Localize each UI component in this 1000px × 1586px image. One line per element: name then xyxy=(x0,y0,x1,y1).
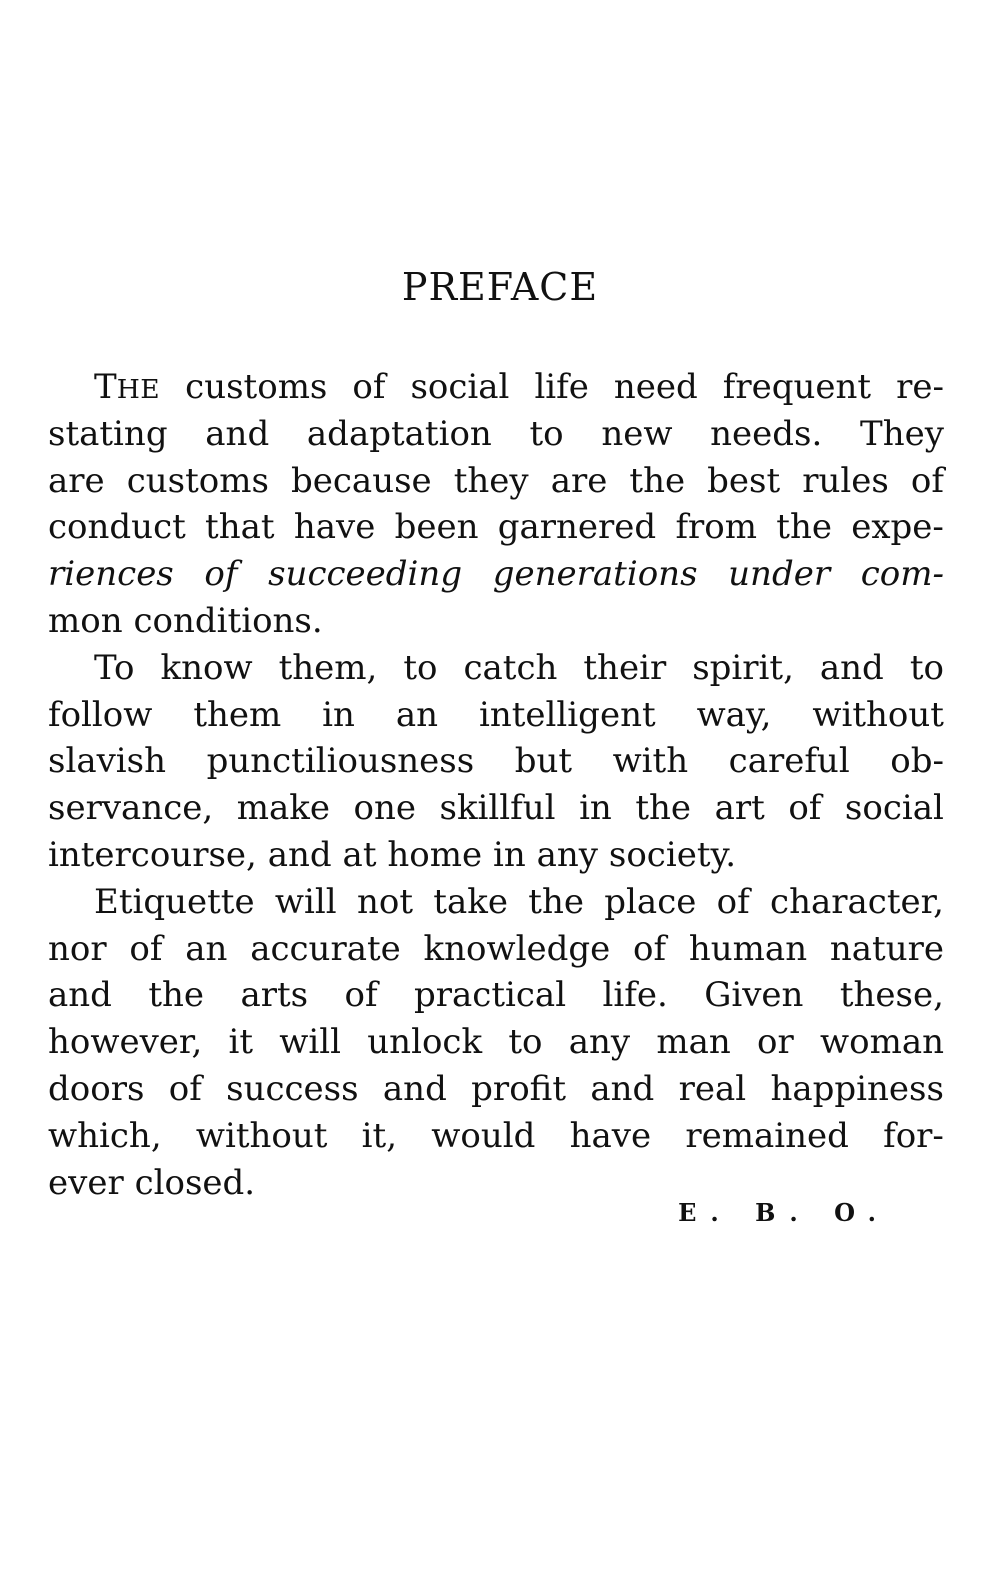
text-line xyxy=(48,504,944,551)
page-title: PREFACE xyxy=(401,265,599,309)
word: not xyxy=(356,881,413,922)
word: accurate xyxy=(250,928,401,969)
word: real xyxy=(678,1068,747,1109)
word: will xyxy=(274,881,337,922)
text-line xyxy=(48,972,944,1019)
word: and xyxy=(819,647,884,688)
word: the xyxy=(635,788,692,829)
word: life xyxy=(534,367,589,407)
word: would xyxy=(431,1115,536,1156)
word: place xyxy=(604,881,697,922)
word: of xyxy=(129,928,163,969)
word: unlock xyxy=(367,1022,483,1063)
word: new xyxy=(601,413,673,454)
word: They xyxy=(860,413,944,454)
lead-word: THE xyxy=(94,367,161,407)
word: to xyxy=(508,1022,543,1063)
word: needs. xyxy=(710,413,823,454)
word: arts xyxy=(240,975,309,1016)
word: will xyxy=(279,1022,342,1063)
word: re- xyxy=(896,367,944,407)
word: to xyxy=(909,647,944,688)
word: remained xyxy=(685,1115,849,1156)
word: human xyxy=(688,928,808,969)
word: ever xyxy=(48,1162,124,1203)
word: them, xyxy=(278,647,378,688)
word: these, xyxy=(839,975,944,1016)
word: and xyxy=(267,834,332,875)
word: mon xyxy=(48,600,123,641)
text-line xyxy=(48,879,944,926)
word: the xyxy=(528,881,584,922)
preface-body xyxy=(48,364,944,1206)
word: doors xyxy=(48,1068,145,1109)
text-line xyxy=(48,926,944,973)
author-initials: E. B. O. xyxy=(678,1198,890,1227)
word: their xyxy=(583,647,667,688)
text-line xyxy=(48,738,944,785)
word: frequent xyxy=(722,367,872,407)
word: Etiquette xyxy=(94,881,255,922)
word: happiness xyxy=(770,1068,944,1109)
word: servance, xyxy=(48,788,214,829)
text-line xyxy=(48,832,944,879)
word: of xyxy=(910,460,944,501)
word: social xyxy=(844,788,944,829)
word: one xyxy=(353,788,416,829)
text-line xyxy=(48,598,944,645)
text-line xyxy=(48,785,944,832)
word: in xyxy=(579,788,612,829)
word: an xyxy=(395,694,439,735)
text-line xyxy=(48,645,944,692)
word: of xyxy=(352,367,386,407)
text-line xyxy=(48,551,944,598)
word: life. xyxy=(602,975,668,1016)
word: any xyxy=(536,834,599,875)
word: of xyxy=(168,1068,202,1109)
word: because xyxy=(291,460,432,501)
word: art xyxy=(714,788,765,829)
word: and xyxy=(590,1068,655,1109)
word: the xyxy=(629,460,686,501)
word: home xyxy=(387,834,483,875)
word: success xyxy=(226,1068,359,1109)
word: or xyxy=(757,1022,794,1063)
word: follow xyxy=(48,694,153,735)
word: stating xyxy=(48,413,168,454)
word: intelligent xyxy=(479,694,656,735)
word: society. xyxy=(608,834,737,875)
italic-word: com- xyxy=(860,554,944,595)
word: any xyxy=(568,1022,631,1063)
word: need xyxy=(613,367,698,407)
text-line xyxy=(48,692,944,739)
word: it xyxy=(228,1022,254,1063)
word: intercourse, xyxy=(48,834,257,875)
word: woman xyxy=(820,1022,944,1063)
word: it, xyxy=(361,1115,398,1156)
word: way, xyxy=(696,694,772,735)
word: and xyxy=(382,1068,447,1109)
word: take xyxy=(433,881,508,922)
word: that xyxy=(205,507,275,548)
word: are xyxy=(550,460,608,501)
word: social xyxy=(410,367,510,407)
word: have xyxy=(569,1115,652,1156)
text-line xyxy=(48,1066,944,1113)
word: the xyxy=(776,507,832,548)
word: with xyxy=(612,741,689,782)
word: nor xyxy=(48,928,107,969)
word: adaptation xyxy=(306,413,492,454)
word: however, xyxy=(48,1022,203,1063)
word: character, xyxy=(770,881,944,922)
word: which, xyxy=(48,1115,162,1156)
word: nature xyxy=(829,928,944,969)
word: best xyxy=(707,460,781,501)
italic-word: generations xyxy=(492,554,698,595)
word: catch xyxy=(463,647,558,688)
word: ob- xyxy=(890,741,944,782)
word: conduct xyxy=(48,507,186,548)
word: of xyxy=(344,975,378,1016)
word: rules xyxy=(802,460,889,501)
word: and xyxy=(48,975,112,1016)
word: profit xyxy=(471,1068,566,1109)
word: of xyxy=(788,788,822,829)
italic-word: under xyxy=(728,554,831,595)
text-line xyxy=(48,364,944,411)
text-line xyxy=(48,411,944,458)
word: the xyxy=(148,975,205,1016)
word: conditions. xyxy=(133,600,323,641)
word: an xyxy=(185,928,228,969)
italic-word: of xyxy=(204,554,238,595)
word: in xyxy=(492,834,526,875)
word: make xyxy=(236,788,330,829)
word: garnered xyxy=(497,507,657,548)
text-line xyxy=(48,1019,944,1066)
word: in xyxy=(322,694,355,735)
word: punctiliousness xyxy=(206,741,475,782)
word: but xyxy=(514,741,573,782)
italic-word: riences xyxy=(48,554,174,595)
text-line xyxy=(48,458,944,505)
word: they xyxy=(453,460,529,501)
word: of xyxy=(716,881,750,922)
word: knowledge xyxy=(423,928,611,969)
word: for- xyxy=(883,1115,944,1156)
word: and xyxy=(205,413,270,454)
word: man xyxy=(656,1022,731,1063)
word: at xyxy=(342,834,377,875)
word: careful xyxy=(728,741,850,782)
word: without xyxy=(812,694,944,735)
word: to xyxy=(403,647,438,688)
word: from xyxy=(675,507,758,548)
word: without xyxy=(195,1115,328,1156)
word: to xyxy=(529,413,564,454)
word: closed. xyxy=(134,1162,256,1203)
word: To xyxy=(94,647,135,688)
word: know xyxy=(160,647,253,688)
word: slavish xyxy=(48,741,167,782)
text-line xyxy=(48,1113,944,1160)
word: them xyxy=(193,694,282,735)
word: have xyxy=(293,507,376,548)
italic-word: succeeding xyxy=(268,554,463,595)
word: of xyxy=(633,928,667,969)
word: are xyxy=(48,460,105,501)
word: expe- xyxy=(851,507,944,548)
word: been xyxy=(394,507,479,548)
word: customs xyxy=(126,460,269,501)
word: Given xyxy=(704,975,804,1016)
word: customs xyxy=(185,367,328,407)
word: skillful xyxy=(439,788,556,829)
word: practical xyxy=(414,975,567,1016)
word: spirit, xyxy=(692,647,794,688)
